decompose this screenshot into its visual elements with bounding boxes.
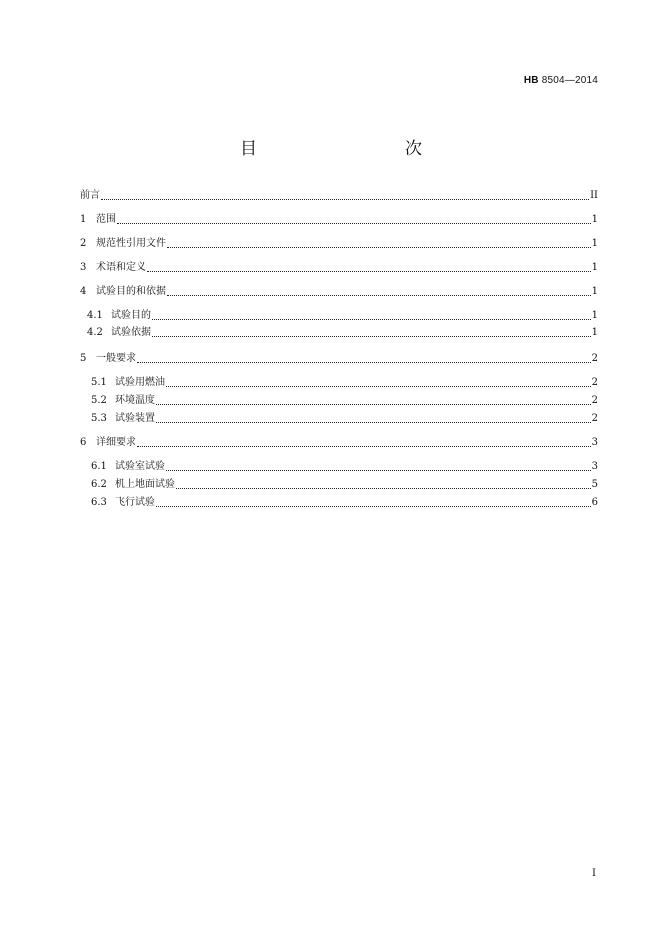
toc-entry-page: 1 — [591, 286, 598, 297]
toc-entry-label: 详细要求 — [96, 437, 136, 448]
toc-entry-page: 1 — [591, 327, 598, 338]
toc-entry-number: 5.3 — [91, 413, 107, 424]
toc-entry-4[interactable] — [80, 283, 598, 299]
toc-entry-label: 机上地面试验 — [115, 479, 175, 490]
toc-entry-2[interactable] — [80, 235, 598, 251]
toc-title: 目 次 — [240, 139, 460, 159]
toc-entry-number: 3 — [80, 262, 87, 273]
toc-leader-dots — [117, 223, 591, 224]
toc-entry-number: 6.3 — [91, 497, 107, 508]
toc-entry-page: 3 — [591, 461, 598, 472]
toc-entry-page: 1 — [591, 214, 598, 225]
toc-entry-number: 2 — [80, 238, 87, 249]
toc-leader-dots — [156, 506, 591, 507]
toc-entry-5-1[interactable] — [91, 374, 598, 390]
toc-entry-5-2[interactable] — [91, 392, 598, 408]
toc-entry-page: 5 — [591, 479, 598, 490]
toc-entry-page: 1 — [591, 238, 598, 249]
toc-leader-dots — [166, 470, 591, 471]
toc-entry-6-3[interactable] — [91, 494, 598, 510]
toc-entry-label: 前言 — [80, 190, 100, 201]
toc-entry-number: 6.2 — [91, 479, 107, 490]
toc-leader-dots — [137, 446, 591, 447]
toc-entry-page: 3 — [591, 437, 598, 448]
toc-entry-number: 4.1 — [87, 310, 103, 321]
toc-entry-label: 试验目的 — [111, 310, 151, 321]
toc-entry-page: 6 — [591, 497, 598, 508]
toc-leader-dots — [137, 362, 591, 363]
toc-entry-4-2[interactable] — [87, 324, 598, 340]
toc-leader-dots — [166, 386, 591, 387]
toc-entry-label: 术语和定义 — [96, 262, 146, 273]
toc-entry-foreword[interactable] — [80, 187, 598, 203]
toc-entry-1[interactable] — [80, 211, 598, 227]
toc-entry-6-1[interactable] — [91, 458, 598, 474]
toc-leader-dots — [156, 422, 591, 423]
toc-entry-number: 4.2 — [87, 327, 103, 338]
toc-entry-label: 环境温度 — [115, 395, 155, 406]
toc-leader-dots — [101, 199, 589, 200]
toc-entry-label: 试验依据 — [111, 327, 151, 338]
toc-entry-page: 2 — [591, 413, 598, 424]
page-number: I — [592, 868, 596, 879]
toc-entry-label: 规范性引用文件 — [96, 238, 166, 249]
toc-entry-page: 2 — [591, 395, 598, 406]
toc-entry-number: 1 — [80, 214, 87, 225]
toc-leader-dots — [156, 404, 591, 405]
toc-entry-6[interactable] — [80, 434, 598, 450]
document-code-prefix: HB — [523, 75, 539, 86]
toc-entry-label: 范围 — [96, 214, 116, 225]
document-code — [524, 75, 598, 86]
toc-leader-dots — [167, 295, 591, 296]
toc-entry-label: 试验目的和依据 — [96, 286, 166, 297]
toc-entry-label: 一般要求 — [96, 353, 136, 364]
toc-entry-label: 试验用燃油 — [115, 377, 165, 388]
toc-entry-page: II — [590, 190, 598, 201]
toc-entry-number: 5.1 — [91, 377, 107, 388]
toc-leader-dots — [152, 319, 591, 320]
toc-entry-page: 1 — [591, 310, 598, 321]
toc-entry-number: 4 — [80, 286, 87, 297]
toc-leader-dots — [176, 488, 591, 489]
toc-entry-label: 试验装置 — [115, 413, 155, 424]
toc-entry-5[interactable] — [80, 350, 598, 366]
toc-entry-3[interactable] — [80, 259, 598, 275]
toc-leader-dots — [167, 247, 591, 248]
toc-entry-label: 试验室试验 — [115, 461, 165, 472]
toc-entry-page: 1 — [591, 262, 598, 273]
toc-entry-number: 6 — [80, 437, 87, 448]
toc-entry-6-2[interactable] — [91, 476, 598, 492]
toc-entry-page: 2 — [591, 353, 598, 364]
toc-entry-5-3[interactable] — [91, 410, 598, 426]
toc-entry-number: 5.2 — [91, 395, 107, 406]
document-code-number: 8504—2014 — [541, 75, 598, 86]
toc-entry-number: 5 — [80, 353, 87, 364]
toc-entry-4-1[interactable] — [87, 307, 598, 323]
toc-leader-dots — [147, 271, 591, 272]
toc-entry-page: 2 — [591, 377, 598, 388]
toc-entry-label: 飞行试验 — [115, 497, 155, 508]
toc-leader-dots — [152, 336, 591, 337]
toc-entry-number: 6.1 — [91, 461, 107, 472]
